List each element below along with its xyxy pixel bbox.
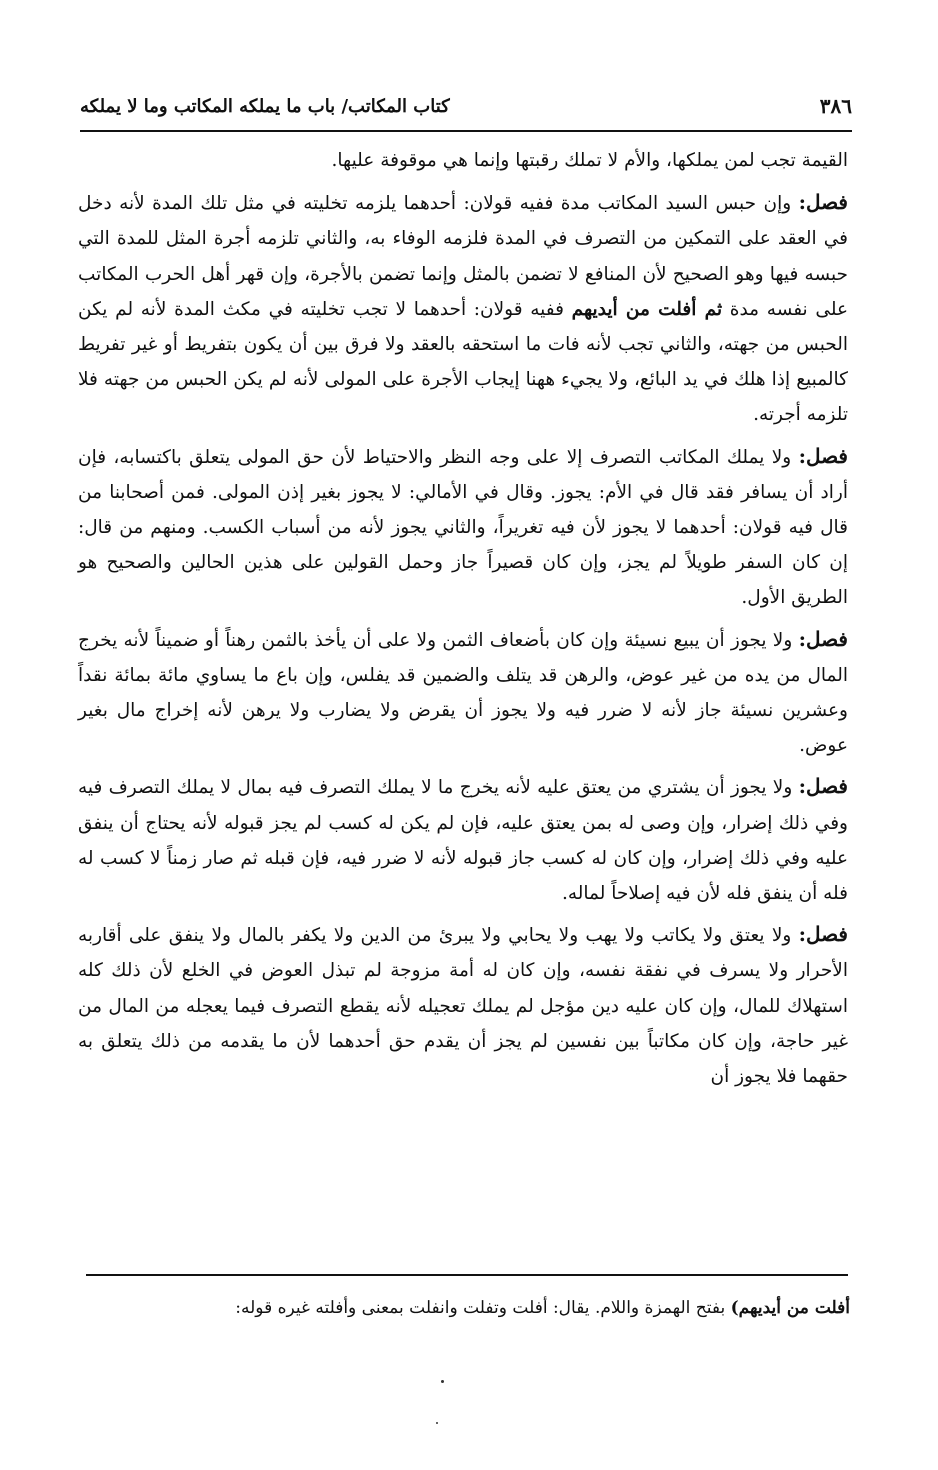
header-divider bbox=[80, 130, 852, 132]
paragraph bbox=[78, 439, 848, 616]
scan-speck bbox=[441, 1380, 444, 1383]
section-label: فصل: bbox=[798, 626, 848, 651]
paragraph bbox=[78, 769, 848, 911]
section-label: فصل: bbox=[798, 774, 848, 799]
paragraph-text-continued: ففيه قولان: أحدهما لا تجب تخليته في مكث المدة لأنه لم يكن الحبس من جهته، والثاني تجب لأنه فات ما استحقه بالعقد ولا فرق بين أن يكون بتفريط أو غير تفريط كالمبيع إذا هلك في يد البائع، ولا يجيء ههنا إيجاب الأجرة على المولى لأنه لم يكن الحبس من جهته فلا تلزمه أجرته. bbox=[78, 298, 848, 426]
footnote-text: بفتح الهمزة واللام. يقال: أفلت وتفلت وانفلت بمعنى وأفلته غيره قوله: bbox=[235, 1298, 726, 1318]
paragraph-text: وإن حبس السيد المكاتب مدة ففيه قولان: أحدهما يلزمه تخليته في مثل تلك المدة لأنه دخل في العقد على التمكين من التصرف في المدة فلزمه الوفاء به، والثاني تلزمه أجرة المثل للمدة التي حبسه فيها وهو الصحيح لأن المنافع لا تضمن بالمثل وإنما تضمن بالأجرة، وإن قهر أهل الحرب المكاتب على نفسه مدة bbox=[78, 193, 848, 320]
paragraph-text: ولا يعتق ولا يكاتب ولا يهب ولا يحابي ولا يبرئ من الدين ولا يكفر بالمال ولا ينفق على أقاربه الأحرار ولا يسرف في نفقة نفسه، وإن كان له أمة مزوجة لم تبذل العوض في الخلع لأن ذلك كله استهلاك للمال، وإن كان عليه دين مؤجل لم يملك تعجيله لأنه يقطع التصرف فيما يعجله من المال من غير حاجة، وإن كان مكاتباً بين نفسين لم يجز أن يقدم حق أحدهما لأن ما يقدمه من ذلك يتعلق به حقهما فلا يجوز أن bbox=[78, 925, 848, 1088]
paragraph bbox=[78, 185, 848, 432]
paragraph-text: ولا يجوز أن يشتري من يعتق عليه لأنه يخرج ما لا يملك التصرف فيه بمال لا يملك التصرف فيه وفي ذلك إضرار، وإن وصى له بمن يعتق عليه، فإن لم يكن له كسب لم يجز قبوله لأنه يحتاج أن ينفق عليه وفي ذلك إضرار، وإن كان له كسب جاز قبوله لأنه لا ضرر فيه، فإن قبله ثم صار زمناً لا كسب له فله أن ينفق فله لأن فيه إصلاحاً لماله. bbox=[78, 777, 848, 905]
paragraph-text: القيمة تجب لمن يملكها، والأم لا تملك رقبتها وإنما هي موقوفة عليها. bbox=[331, 150, 848, 171]
paragraph bbox=[78, 622, 848, 764]
paragraph-continuation bbox=[78, 143, 848, 178]
running-header bbox=[80, 88, 852, 128]
scan-speck bbox=[436, 1422, 438, 1424]
paragraph-text: ولا يملك المكاتب التصرف إلا على وجه النظر والاحتياط لأن حق المولى يتعلق باكتسابه، فإن أراد أن يسافر فقد قال في الأم: يجوز. وقال في الأمالي: لا يجوز بغير إذن المولى. فمن أصحابنا من قال فيه قولان: أحدهما لا يجوز لأن فيه تغريراً، والثاني يجوز لأنه من أسباب الكسب. ومنهم من قال: إن كان السفر طويلاً لم يجز، وإن كان قصيراً جاز وحمل القولين على هذين الحالين والصحيح هو الطريق الأول. bbox=[78, 446, 848, 609]
footnote-divider bbox=[86, 1274, 848, 1276]
paragraph-text: ولا يجوز أن يبيع نسيئة وإن كان بأضعاف الثمن ولا على أن يأخذ بالثمن رهناً أو ضميناً لأنه يخرج المال من يده من غير عوض، والرهن قد يتلف والضمين قد يفلس، وإن باع ما يساوي مائة بمائة نقداً وعشرين نسيئة جاز لأنه لا ضرر فيه ولا يجوز أن يقرض ولا يضارب ولا يرهن لأنه إخراج مال بغير عوض. bbox=[78, 629, 848, 757]
section-label: فصل: bbox=[798, 190, 848, 215]
running-title: كتاب المكاتب/ باب ما يملكه المكاتب وما لا يملكه bbox=[80, 96, 450, 117]
section-label: فصل: bbox=[798, 443, 848, 468]
footnoted-phrase: ثم أفلت من أيديهم bbox=[571, 298, 723, 320]
main-text bbox=[78, 143, 848, 1100]
section-label: فصل: bbox=[798, 922, 848, 947]
paragraph bbox=[78, 917, 848, 1094]
footnote-term: أفلت من أيديهم) bbox=[730, 1298, 850, 1318]
footnote bbox=[80, 1292, 850, 1324]
page-number: ٣٨٦ bbox=[819, 94, 852, 118]
